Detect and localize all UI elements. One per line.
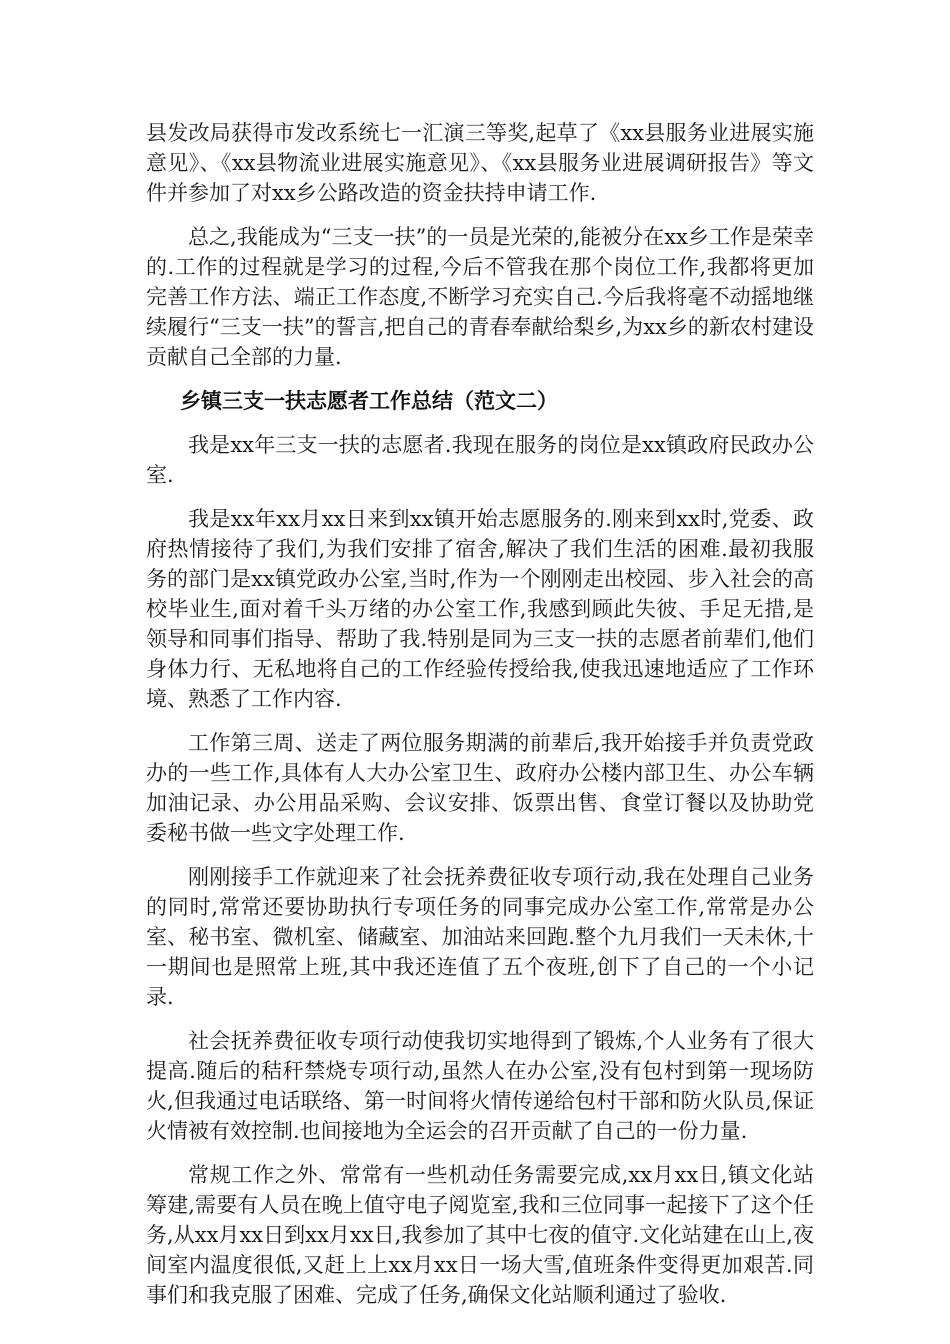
document-body — [146, 118, 814, 1324]
paragraph-extra-tasks: 常规工作之外、常常有一些机动任务需要完成,xx月xx日,镇文化站筹建,需要有人员在晚上值守电子阅览室,我和三位同事一起接下了这个任务,从xx月xx日到xx月xx日,我参加了其中七夜的值守.文化站建在山上,夜间室内温度很低,又赶上上xx月xx日一场大雪,值班条件变得更加艰苦.同事们和我克服了困难、完成了任务,确保文化站顺利通过了验收. — [146, 1163, 814, 1307]
paragraph-intro: 我是xx年三支一扶的志愿者.我现在服务的岗位是xx镇政府民政办公室. — [146, 433, 814, 487]
paragraph-continued: 县发改局获得市发改系统七一汇演三等奖,起草了《xx县服务业进展实施意见》、《xx县物流业进展实施意见》、《xx县服务业进展调研报告》等文件并参加了对xx乡公路改造的资金扶持申请工作. — [146, 121, 814, 205]
paragraph-arrival: 我是xx年xx月xx日来到xx镇开始志愿服务的.刚来到xx时,党委、政府热情接待了我们,为我们安排了宿舍,解决了我们生活的困难.最初我服务的部门是xx镇党政办公室,当时,作为一个刚刚走出校园、步入社会的高校毕业生,面对着千头万绪的办公室工作,我感到顾此失彼、手足无措,是领导和同事们指导、帮助了我.特别是同为三支一扶的志愿者前辈们,他们身体力行、无私地将自己的工作经验传授给我,使我迅速地适应了工作环境、熟悉了工作内容. — [146, 507, 814, 711]
section-heading: 乡镇三支一扶志愿者工作总结（范文二） — [180, 389, 558, 413]
paragraph-special-action: 刚刚接手工作就迎来了社会抚养费征收专项行动,我在处理自己业务的同时,常常还要协助执行专项任务的同事完成办公室工作,常常是办公室、秘书室、微机室、储藏室、加油站来回跑.整个九月我们一天未休,十一期间也是照常上班,其中我还连值了五个夜班,创下了自己的一个小记录. — [146, 865, 814, 1009]
paragraph-conclusion: 总之,我能成为“三支一扶”的一员是光荣的,能被分在xx乡工作是荣幸的.工作的过程就是学习的过程,今后不管我在那个岗位工作,我都将更加完善工作方法、端正工作态度,不断学习充实自己.今后我将毫不动摇地继续履行“三支一扶”的誓言,把自己的青春奉献给梨乡,为xx乡的新农村建设贡献自己全部的力量. — [146, 225, 814, 369]
paragraph-duties: 工作第三周、送走了两位服务期满的前辈后,我开始接手并负责党政办的一些工作,具体有人大办公室卫生、政府办公楼内部卫生、办公车辆加油记录、办公用品采购、会议安排、饭票出售、食堂订餐以及协助党委秘书做一些文字处理工作. — [146, 731, 814, 845]
paragraph-improvement: 社会抚养费征收专项行动使我切实地得到了锻炼,个人业务有了很大提高.随后的秸秆禁烧专项行动,虽然人在办公室,没有包村到第一现场防火,但我通过电话联络、第一时间将火情传递给包村干部和防火队员,保证火情被有效控制.也间接地为全运会的召开贡献了自己的一份力量. — [146, 1029, 814, 1143]
